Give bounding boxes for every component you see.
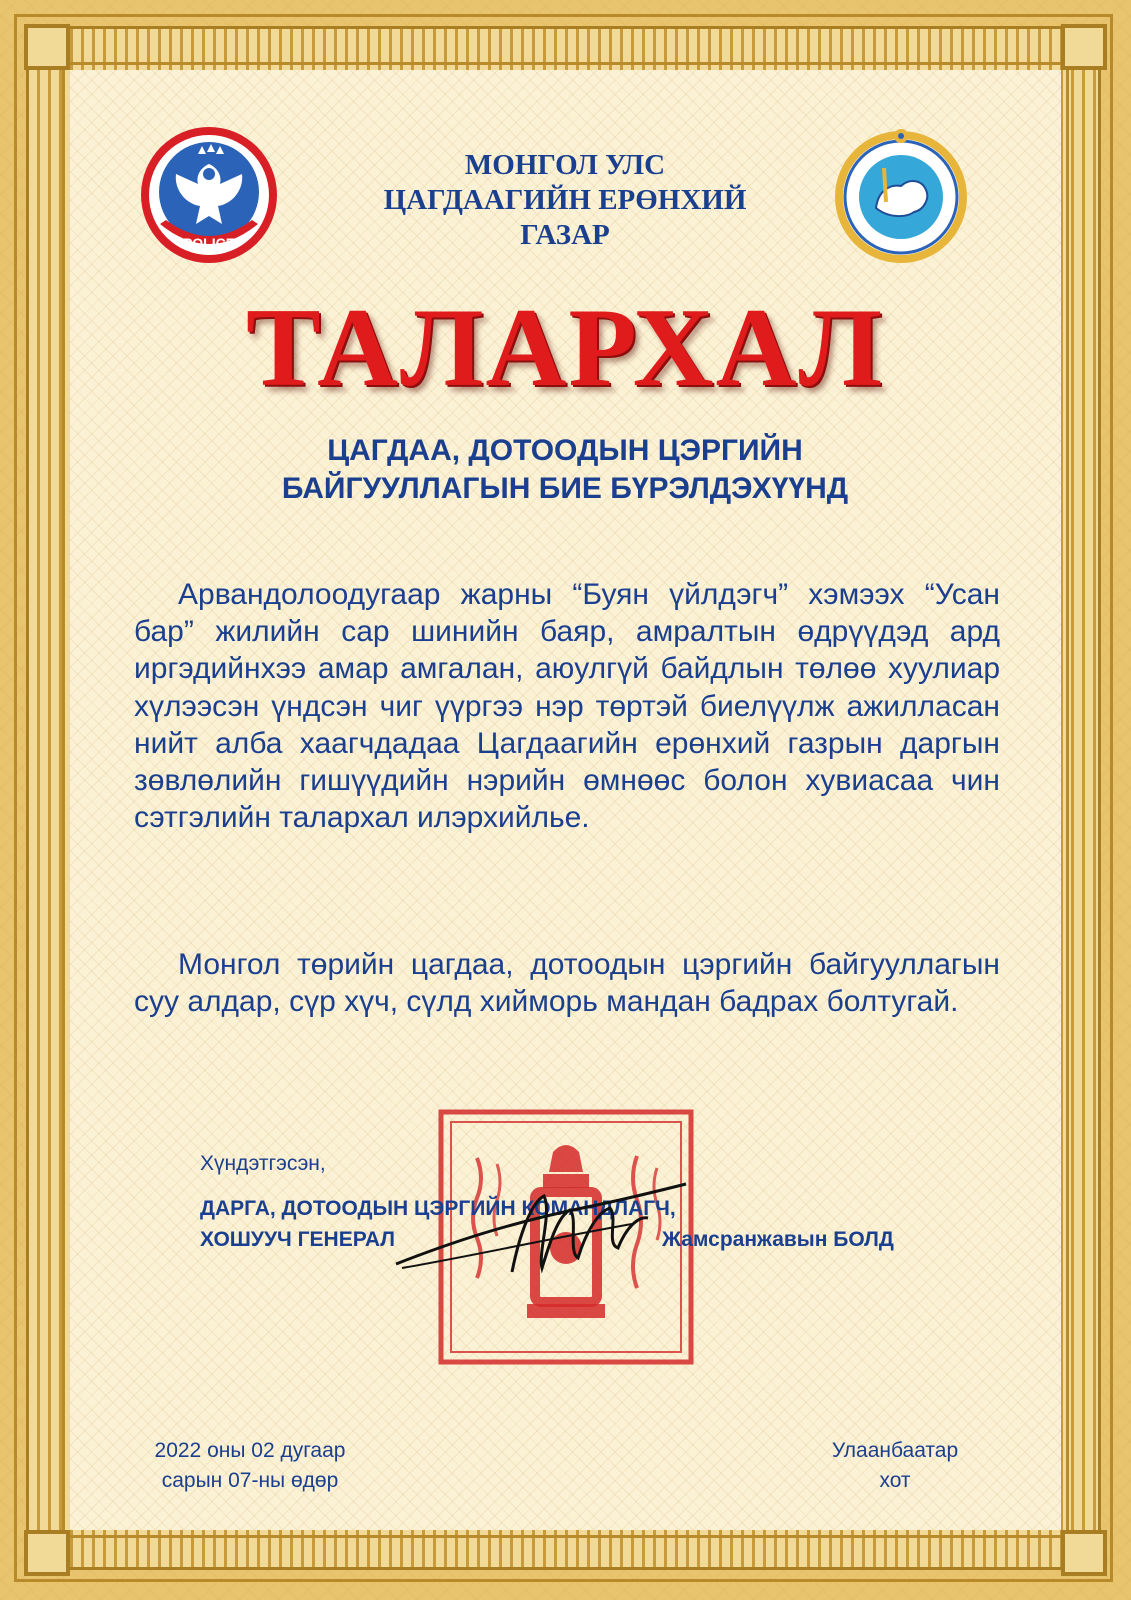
corner-ornament-bottom-right [1061, 1530, 1107, 1576]
handwritten-signature [392, 1172, 692, 1287]
signer-name: Жамсранжавын БОЛД [662, 1228, 894, 1251]
org-line-2: ЦАГДААГИЙН ЕРӨНХИЙ [383, 184, 747, 216]
certificate-title: ТАЛАРХАЛ [245, 286, 884, 410]
recipient-heading [150, 432, 980, 508]
corner-ornament-top-left [24, 24, 70, 70]
corner-ornament-top-right [1061, 24, 1107, 70]
city-emblem [826, 122, 976, 268]
regards-text: Хүндэтгэсэн, [200, 1152, 326, 1175]
police-logo-text: POLICE [182, 235, 236, 251]
ulaanbaatar-emblem-icon [826, 122, 976, 268]
signer-position-line-1: ДАРГА, ДОТООДЫН ЦЭРГИЙН КОМАНДЛАГЧ, [200, 1197, 676, 1220]
org-line-3: ГАЗАР [520, 219, 610, 251]
date-line-2: сарын 07-ны өдөр [161, 1469, 339, 1492]
issue-city [800, 1436, 990, 1496]
body-paragraph-1: Арвандолоодугаар жарны “Буян үйлдэгч” хэмээх “Усан бар” жилийн сар шинийн баяр, амралтын өдрүүдэд ард иргэдийнхээ амар амгалан, аюулгүй байдлын төлөө хуулиар хүлээсэн үндсэн чиг үүргээ нэр төртэй биелүүлж ажилласан нийт алба хаагчдадаа Цагдаагийн ерөнхий газрын даргын зөвлөлийн гишүүдийн нэрийн өмнөөс болон хувиасаа чин сэтгэлийн талархал илэрхийлье. [134, 578, 1000, 835]
signature-icon [392, 1172, 692, 1282]
issue-date [130, 1436, 370, 1496]
recipient-line-1: ЦАГДАА, ДОТООДЫН ЦЭРГИЙН [327, 434, 803, 467]
city-line-2: хот [879, 1469, 911, 1492]
body-paragraph-2: Монгол төрийн цагдаа, дотоодын цэргийн байгууллагын суу алдар, сүр хүч, сүлд хийморь мандан бадрах болтугай. [134, 948, 1000, 1019]
city-line-1: Улаанбаатар [831, 1439, 959, 1462]
police-logo [138, 124, 280, 266]
recipient-line-2: БАЙГУУЛЛАГЫН БИЕ БҮРЭЛДЭХҮҮНД [281, 472, 849, 505]
corner-ornament-bottom-left [24, 1530, 70, 1576]
signer-position-line-2: ХОШУУЧ ГЕНЕРАЛ [200, 1228, 396, 1251]
date-line-1: 2022 оны 02 дугаар [154, 1439, 346, 1462]
organization-name [330, 148, 800, 253]
police-eagle-icon [138, 124, 280, 266]
org-line-1: МОНГОЛ УЛС [464, 149, 666, 181]
